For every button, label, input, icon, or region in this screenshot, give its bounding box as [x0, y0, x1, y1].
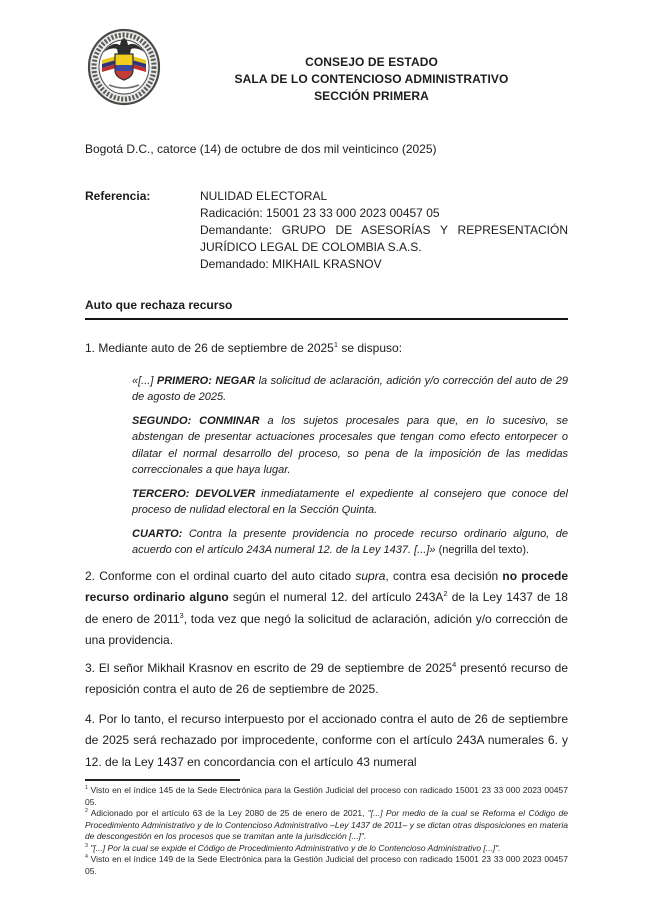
- footnote-2: $^2$ Adicionado por el artículo 63 de la Ley 2080 de 25 de enero de 2021, "[...] Por medio de la cual se Reforma el Código de Procedimiento Administrativo y de lo Contencioso Administrativo –Ley 1437 de 2011– y se dictan otras disposiciones en materia de descongestión en los procesos que se tramitan ante la jurisdicción [...]".: [85, 808, 568, 841]
- section-title: Auto que rechaza recurso: [85, 297, 568, 320]
- plaintiff: Demandante: GRUPO DE ASESORÍAS Y REPRESENTACIÓN JURÍDICO LEGAL DE COLOMBIA S.A.S.: [200, 223, 568, 254]
- case-number: Radicación: 15001 23 33 000 2023 00457 05: [200, 206, 440, 220]
- reference-block: [85, 188, 568, 273]
- footnote-3-marker: 3: [85, 842, 88, 849]
- quote-open-mark: «[...]: [132, 374, 157, 387]
- defendant: Demandado: MIKHAIL KRASNOV: [200, 257, 382, 271]
- document-header: [85, 28, 568, 108]
- footnote-ref-2: 2: [443, 589, 448, 598]
- dateline: Bogotá D.C., catorce (14) de octubre de dos mil veinticinco (2025): [85, 142, 437, 156]
- quote-bold-note: (negrilla del texto).: [435, 544, 530, 556]
- footnote-separator: [85, 779, 240, 781]
- quote-segundo: SEGUNDO: CONMINAR a los sujetos procesales para que, en lo sucesivo, se abstengan de presentar actuaciones procesales que tengan como efecto entorpecer o dilatar el normal desarrollo del proceso, so pena de la imposición de las medidas correccionales a que haya lugar.: [132, 414, 568, 476]
- reference-values: [200, 188, 568, 273]
- supra-term: supra: [355, 568, 386, 583]
- footnote-4-marker: 4: [85, 854, 88, 861]
- court-name: CONSEJO DE ESTADO: [305, 55, 438, 69]
- quote-tercero: TERCERO: DEVOLVER inmediatamente el expediente al consejero que conoce del proceso de nulidad electoral en la Sección Quinta.: [132, 487, 568, 516]
- footnote-4: $^4$ Visto en el índice 149 de la Sede Electrónica para la Gestión Judicial del proceso con radicado 15001 23 33 000 2023 00457 05.: [85, 854, 568, 876]
- footnote-ref-3: 3: [179, 610, 184, 620]
- section-name: SECCIÓN PRIMERA: [314, 89, 429, 103]
- coat-of-arms-seal: [87, 28, 161, 106]
- footnote-3: $^3$ "[...] Por la cual se expide el Código de Procedimiento Administrativo y de lo Contencioso Administrativo [...]".: [85, 842, 501, 853]
- court-header: [175, 54, 568, 105]
- paragraph-4: 4. Por lo tanto, el recurso interpuesto por el accionado contra el auto de 26 de septiembre de 2025 será rechazado por improcedente, conforme con el artículo 243A numerales 6. y 12. de la Ley 1437 en concordancia con el artículo 43 numeral: [85, 711, 568, 769]
- footnotes-section: [85, 785, 568, 877]
- chamber-name: SALA DE LO CONTENCIOSO ADMINISTRATIVO: [234, 72, 509, 86]
- paragraph-1-text: 1. Mediante auto de 26 de septiembre de 2025: [85, 341, 334, 355]
- case-type: NULIDAD ELECTORAL: [200, 189, 328, 203]
- footnote-ref-4: 4: [452, 659, 457, 669]
- colombia-seal-icon: [87, 28, 161, 106]
- footnote-2-marker: 2: [85, 808, 88, 815]
- emphasis-no-recurso: no procede recurso ordinario alguno: [85, 568, 568, 604]
- footnote-ref-1: 1: [333, 340, 338, 349]
- paragraph-3: 3. El señor Mikhail Krasnov en escrito de 29 de septiembre de 2025$^4$ presentó recurso de reposición contra el auto de 26 de septiembre de 2025.: [85, 659, 568, 696]
- quoted-order-block: [132, 373, 568, 559]
- quote-segundo-lead: SEGUNDO: CONMINAR: [132, 414, 260, 427]
- footnote-1-marker: 1: [85, 785, 88, 792]
- quote-cuarto: CUARTO: Contra la presente providencia no procede recurso ordinario alguno, de acuerdo con el artículo 243A numeral 12. de la Ley 1437. [...]» (negrilla del texto).: [132, 527, 568, 556]
- quote-cuarto-lead: CUARTO:: [132, 527, 183, 540]
- footnote-1: $^1$ Visto en el índice 145 de la Sede Electrónica para la Gestión Judicial del proceso con radicado 15001 23 33 000 2023 00457 05.: [85, 785, 568, 807]
- reference-label: Referencia:: [85, 189, 151, 203]
- quote-primero: «[...] PRIMERO: NEGAR la solicitud de aclaración, adición y/o corrección del auto de 29 de agosto de 2025.: [132, 374, 568, 403]
- quote-primero-lead: PRIMERO: NEGAR: [156, 374, 256, 387]
- paragraph-1: 1. Mediante auto de 26 de septiembre de 2025$^1$ se dispuso:: [85, 340, 403, 355]
- quote-tercero-lead: TERCERO: DEVOLVER: [132, 487, 256, 500]
- paragraph-2: 2. Conforme con el ordinal cuarto del auto citado supra, contra esa decisión no procede recurso ordinario alguno según el numeral 12. del artículo $243A^2$ de la Ley 1437 de 18 de enero de 2011$^3$, toda vez que negó la solicitud de aclaración, adición y/o corrección de una providencia.: [85, 568, 568, 647]
